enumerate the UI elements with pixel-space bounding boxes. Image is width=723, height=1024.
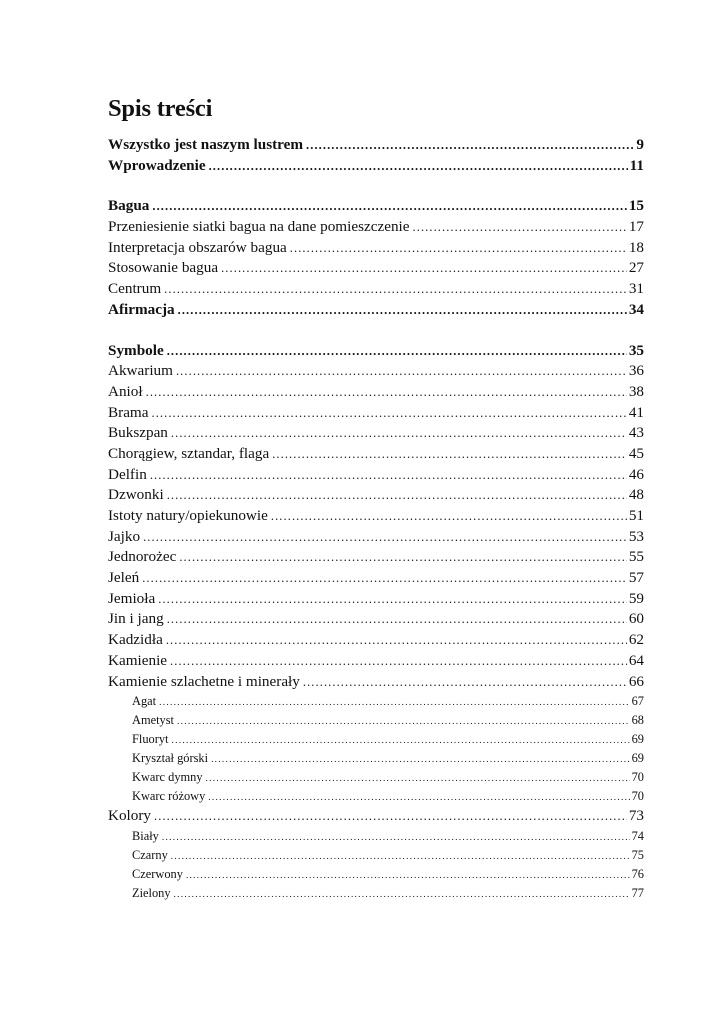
dot-leader bbox=[158, 589, 627, 610]
toc-entry-page-number: 36 bbox=[628, 362, 644, 380]
toc-subentry[interactable] bbox=[108, 749, 644, 768]
toc-entry-page-number: 9 bbox=[636, 136, 644, 153]
toc-entry-page-number: 66 bbox=[628, 672, 644, 690]
toc-entry-page-number: 57 bbox=[628, 569, 644, 587]
toc-entry[interactable] bbox=[108, 609, 644, 630]
toc-entry-label: Przeniesienie siatki bagua na dane pomieszczenie bbox=[108, 218, 410, 236]
toc-entry-page-number: 77 bbox=[631, 885, 644, 900]
toc-entry-label: Jednorożec bbox=[108, 548, 177, 566]
toc-entry-page-number: 70 bbox=[631, 770, 644, 785]
toc-entry-label: Kryształ górski bbox=[132, 751, 209, 766]
dot-leader bbox=[179, 547, 627, 568]
toc-entry[interactable] bbox=[108, 547, 644, 568]
dot-leader bbox=[167, 609, 627, 630]
dot-leader bbox=[413, 217, 627, 238]
toc-entry-page-number: 34 bbox=[628, 300, 644, 318]
dot-leader bbox=[306, 135, 634, 156]
toc-entry-label: Jajko bbox=[108, 527, 141, 545]
toc-entry[interactable] bbox=[108, 485, 644, 506]
toc-subentry[interactable] bbox=[108, 827, 644, 846]
toc-entry[interactable] bbox=[108, 651, 644, 672]
toc-entry-page-number: 46 bbox=[628, 465, 644, 483]
dot-leader bbox=[166, 630, 627, 651]
toc-entry[interactable] bbox=[108, 196, 644, 217]
dot-leader bbox=[211, 751, 630, 770]
toc-page bbox=[108, 92, 644, 903]
dot-leader bbox=[290, 238, 627, 259]
toc-entry-page-number: 35 bbox=[628, 341, 644, 359]
dot-leader bbox=[167, 485, 627, 506]
toc-entry[interactable] bbox=[108, 279, 644, 300]
toc-entry[interactable] bbox=[108, 135, 644, 156]
toc-entry[interactable] bbox=[108, 258, 644, 279]
dot-leader bbox=[167, 341, 627, 362]
toc-entry-page-number: 53 bbox=[628, 527, 644, 545]
section-gap bbox=[108, 176, 644, 196]
toc-entry-label: Wszystko jest naszym lustrem bbox=[108, 136, 304, 153]
dot-leader bbox=[178, 300, 627, 321]
toc-entry[interactable] bbox=[108, 806, 644, 827]
toc-entry[interactable] bbox=[108, 444, 644, 465]
dot-leader bbox=[154, 806, 627, 827]
toc-entry-label: Biały bbox=[132, 828, 159, 843]
toc-subentry[interactable] bbox=[108, 711, 644, 730]
toc-entry-label: Delfin bbox=[108, 465, 147, 483]
toc-entry-label: Kadzidła bbox=[108, 631, 163, 649]
dot-leader bbox=[186, 867, 630, 886]
dot-leader bbox=[176, 361, 627, 382]
toc-entry-page-number: 68 bbox=[631, 713, 644, 728]
dot-leader bbox=[150, 465, 627, 486]
toc-entry-label: Kamienie szlachetne i minerały bbox=[108, 672, 300, 690]
dot-leader bbox=[209, 156, 628, 177]
dot-leader bbox=[221, 258, 627, 279]
toc-entry-label: Jemioła bbox=[108, 589, 156, 607]
toc-entry-page-number: 27 bbox=[628, 259, 644, 277]
toc-entry-page-number: 64 bbox=[628, 651, 644, 669]
dot-leader bbox=[303, 672, 627, 693]
toc-entry-label: Akwarium bbox=[108, 362, 173, 380]
toc-entry[interactable] bbox=[108, 465, 644, 486]
dot-leader bbox=[272, 444, 627, 465]
toc-entry[interactable] bbox=[108, 423, 644, 444]
section-gap bbox=[108, 321, 644, 341]
toc-entry[interactable] bbox=[108, 238, 644, 259]
toc-entry[interactable] bbox=[108, 506, 644, 527]
toc-entry-page-number: 69 bbox=[631, 751, 644, 766]
toc-entry[interactable] bbox=[108, 589, 644, 610]
dot-leader bbox=[142, 568, 627, 589]
toc-subentry[interactable] bbox=[108, 787, 644, 806]
toc-entry-page-number: 51 bbox=[628, 507, 644, 524]
toc-subentry[interactable] bbox=[108, 865, 644, 884]
dot-leader bbox=[170, 651, 627, 672]
toc-entry[interactable] bbox=[108, 361, 644, 382]
toc-entry-page-number: 15 bbox=[628, 197, 644, 215]
dot-leader bbox=[162, 829, 630, 848]
toc-entry-label: Centrum bbox=[108, 280, 162, 298]
toc-entry-label: Bagua bbox=[108, 197, 150, 215]
toc-entry-label: Anioł bbox=[108, 382, 143, 400]
toc-entry-label: Chorągiew, sztandar, flaga bbox=[108, 444, 270, 462]
dot-leader bbox=[271, 506, 627, 527]
toc-entry-label: Kamienie bbox=[108, 651, 168, 669]
toc-entry-label: Wprowadzenie bbox=[108, 156, 206, 174]
toc-subentry[interactable] bbox=[108, 730, 644, 749]
toc-entry[interactable] bbox=[108, 217, 644, 238]
toc-entry-page-number: 41 bbox=[628, 403, 644, 421]
toc-entry-page-number: 74 bbox=[631, 828, 644, 843]
toc-entry-label: Zielony bbox=[132, 885, 171, 900]
toc-entry-label: Kwarc różowy bbox=[132, 789, 206, 804]
toc-entry[interactable] bbox=[108, 382, 644, 403]
toc-entry-page-number: 18 bbox=[628, 238, 644, 256]
toc-entry-page-number: 62 bbox=[628, 631, 644, 649]
toc-entry-label: Kwarc dymny bbox=[132, 770, 203, 785]
toc-entry-label: Symbole bbox=[108, 341, 164, 359]
toc-subentry[interactable] bbox=[108, 884, 644, 903]
toc-entry[interactable] bbox=[108, 156, 644, 177]
toc-entry-label: Kolory bbox=[108, 807, 152, 825]
toc-entry-label: Jin i jang bbox=[108, 610, 164, 628]
dot-leader bbox=[174, 886, 630, 905]
toc-entry-page-number: 38 bbox=[628, 382, 644, 400]
toc-entry-page-number: 70 bbox=[631, 789, 644, 804]
toc-entry-page-number: 31 bbox=[628, 280, 644, 298]
toc-entry-label: Brama bbox=[108, 403, 149, 421]
dot-leader bbox=[151, 403, 626, 424]
toc-entry[interactable] bbox=[108, 403, 644, 424]
dot-leader bbox=[159, 694, 630, 713]
toc-entry-label: Bukszpan bbox=[108, 424, 168, 442]
page-title: Spis treści bbox=[108, 95, 213, 122]
toc-subentry[interactable] bbox=[108, 768, 644, 787]
toc-entry-page-number: 67 bbox=[631, 694, 644, 709]
table-of-contents bbox=[108, 135, 644, 903]
toc-subentry[interactable] bbox=[108, 846, 644, 865]
dot-leader bbox=[164, 279, 627, 300]
toc-entry-page-number: 11 bbox=[629, 156, 644, 174]
toc-entry-page-number: 55 bbox=[628, 548, 644, 566]
toc-subentry[interactable] bbox=[108, 692, 644, 711]
toc-entry-page-number: 75 bbox=[631, 847, 644, 862]
toc-entry-label: Agat bbox=[132, 694, 157, 709]
toc-entry-page-number: 59 bbox=[628, 589, 644, 607]
dot-leader bbox=[177, 713, 630, 732]
toc-entry[interactable] bbox=[108, 568, 644, 589]
toc-entry[interactable] bbox=[108, 300, 644, 321]
toc-entry[interactable] bbox=[108, 527, 644, 548]
toc-entry-label: Istoty natury/opiekunowie bbox=[108, 507, 268, 524]
toc-entry-label: Stosowanie bagua bbox=[108, 259, 219, 277]
dot-leader bbox=[152, 196, 626, 217]
toc-entry-label: Dzwonki bbox=[108, 486, 164, 504]
toc-entry-label: Interpretacja obszarów bagua bbox=[108, 238, 287, 256]
toc-entry-page-number: 76 bbox=[631, 866, 644, 881]
toc-entry-page-number: 17 bbox=[628, 218, 644, 236]
toc-entry-label: Czerwony bbox=[132, 866, 183, 881]
dot-leader bbox=[172, 732, 630, 751]
toc-entry-label: Czarny bbox=[132, 847, 168, 862]
dot-leader bbox=[171, 423, 627, 444]
toc-entry-label: Fluoryt bbox=[132, 732, 169, 747]
toc-entry[interactable] bbox=[108, 630, 644, 651]
toc-entry-page-number: 45 bbox=[628, 444, 644, 462]
toc-entry-page-number: 60 bbox=[628, 610, 644, 628]
toc-entry[interactable] bbox=[108, 672, 644, 693]
toc-entry-page-number: 43 bbox=[628, 424, 644, 442]
dot-leader bbox=[171, 848, 630, 867]
toc-entry[interactable] bbox=[108, 341, 644, 362]
toc-entry-label: Afirmacja bbox=[108, 300, 175, 318]
toc-entry-page-number: 73 bbox=[628, 807, 644, 825]
toc-entry-page-number: 48 bbox=[628, 486, 644, 504]
dot-leader bbox=[143, 527, 627, 548]
dot-leader bbox=[206, 770, 630, 789]
dot-leader bbox=[146, 382, 627, 403]
toc-entry-page-number: 69 bbox=[631, 732, 644, 747]
toc-entry-label: Jeleń bbox=[108, 569, 140, 587]
toc-entry-label: Ametyst bbox=[132, 713, 174, 728]
